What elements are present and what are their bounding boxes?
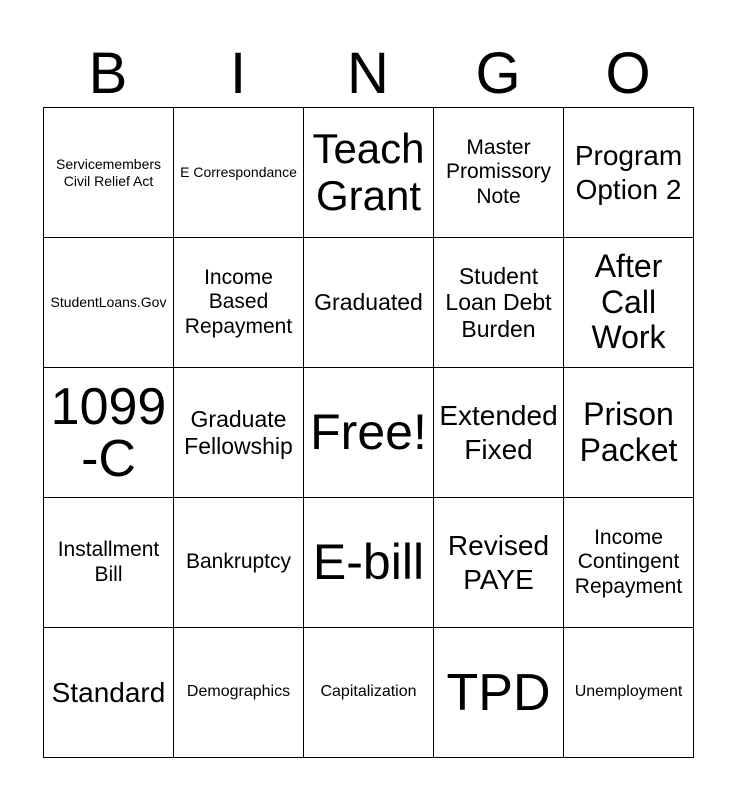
bingo-cell[interactable]: Master Promissory Note <box>434 108 564 238</box>
bingo-cell[interactable]: StudentLoans.Gov <box>44 238 174 368</box>
bingo-cell[interactable]: Program Option 2 <box>564 108 694 238</box>
header-letter-g: G <box>475 41 521 106</box>
bingo-cell[interactable]: Revised PAYE <box>434 498 564 628</box>
bingo-cell[interactable]: After Call Work <box>564 238 694 368</box>
header-letter-o: O <box>605 41 651 106</box>
bingo-cell[interactable]: Standard <box>44 628 174 758</box>
bingo-cell[interactable]: Student Loan Debt Burden <box>434 238 564 368</box>
bingo-cell[interactable]: Income Contingent Repayment <box>564 498 694 628</box>
header-letter-b: B <box>88 41 128 106</box>
bingo-cell[interactable]: Demographics <box>174 628 304 758</box>
bingo-cell[interactable]: Capitalization <box>304 628 434 758</box>
bingo-cell[interactable]: Income Based Repayment <box>174 238 304 368</box>
bingo-cell[interactable]: E-bill <box>304 498 434 628</box>
bingo-cell[interactable]: Prison Packet <box>564 368 694 498</box>
header-letter-i: I <box>229 41 247 106</box>
bingo-header <box>43 40 693 108</box>
bingo-cell[interactable]: 1099-C <box>44 368 174 498</box>
bingo-cell[interactable]: TPD <box>434 628 564 758</box>
bingo-board <box>43 107 694 758</box>
header-letter-n: N <box>347 41 389 106</box>
bingo-cell[interactable]: Installment Bill <box>44 498 174 628</box>
bingo-cell[interactable]: Servicemembers Civil Relief Act <box>44 108 174 238</box>
bingo-cell[interactable]: Graduated <box>304 238 434 368</box>
bingo-cell[interactable]: Extended Fixed <box>434 368 564 498</box>
free-space-cell[interactable]: Free! <box>304 368 434 498</box>
bingo-cell[interactable]: Teach Grant <box>304 108 434 238</box>
bingo-cell[interactable]: Bankruptcy <box>174 498 304 628</box>
bingo-cell[interactable]: Unemployment <box>564 628 694 758</box>
bingo-cell[interactable]: E Correspondance <box>174 108 304 238</box>
bingo-cell[interactable]: Graduate Fellowship <box>174 368 304 498</box>
